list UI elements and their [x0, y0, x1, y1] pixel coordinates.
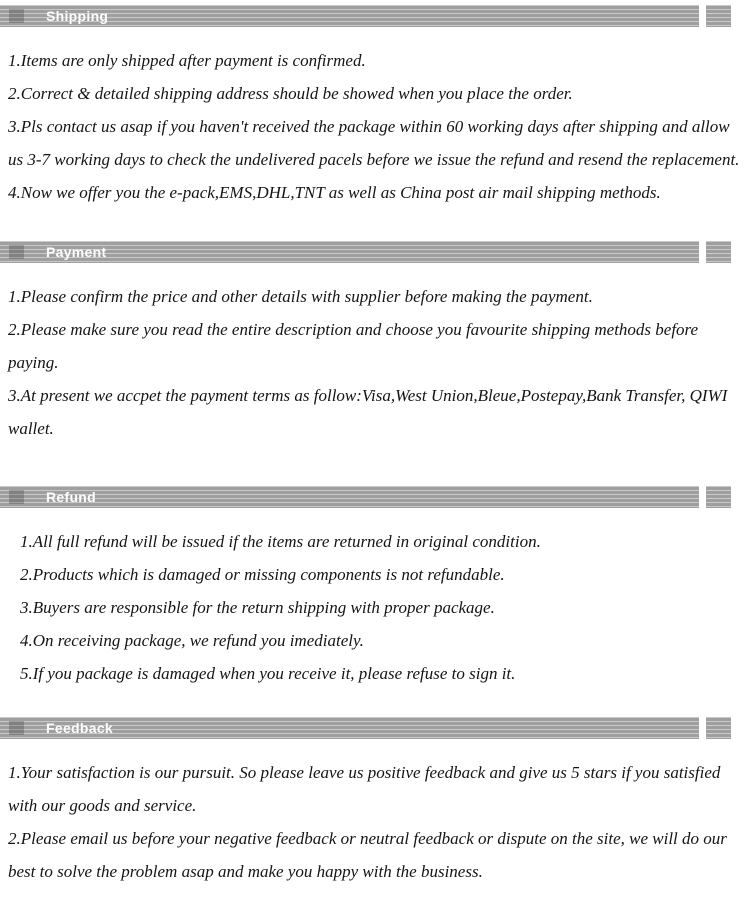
section-title-payment: Payment — [46, 244, 107, 260]
banner-accent-square — [9, 490, 24, 504]
policy-item: 3.Pls contact us asap if you haven't received the package within 60 working days after shipping and allow us 3-7 working days to check the undelivered pacels before we issue the refund and resend the replacement. — [8, 117, 740, 169]
policy-item: 2.Please email us before your negative feedback or neutral feedback or dispute on the site, we will do our best to solve the problem asap and make you happy with the business. — [8, 829, 727, 881]
policy-item: 1.Your satisfaction is our pursuit. So please leave us positive feedback and give us 5 stars if you satisfied with our goods and service. — [8, 763, 721, 815]
policy-item: 4.On receiving package, we refund you imediately. — [20, 631, 364, 650]
section-title-refund: Refund — [46, 489, 97, 505]
section-title-shipping: Shipping — [46, 8, 109, 24]
policy-item: 1.Items are only shipped after payment is confirmed. — [8, 51, 366, 70]
banner-stripe-main — [0, 241, 699, 263]
policy-item: 2.Correct & detailed shipping address should be showed when you place the order. — [8, 84, 573, 103]
shipping-header-banner — [0, 5, 731, 27]
section-feedback — [0, 717, 750, 888]
banner-stripe-main — [0, 486, 699, 508]
banner-stripe-tail — [706, 241, 731, 263]
policy-item: 2.Products which is damaged or missing components is not refundable. — [20, 565, 505, 584]
payment-policy-text — [0, 263, 750, 445]
feedback-header-banner — [0, 717, 731, 739]
payment-header-banner — [0, 241, 731, 263]
policy-item: 5.If you package is damaged when you receive it, please refuse to sign it. — [20, 664, 516, 683]
banner-accent-square — [9, 245, 24, 259]
banner-gap — [699, 717, 706, 739]
refund-header-banner — [0, 486, 731, 508]
section-payment — [0, 241, 750, 445]
banner-stripe-tail — [706, 717, 731, 739]
policy-item: 4.Now we offer you the e-pack,EMS,DHL,TNT as well as China post air mail shipping methods. — [8, 183, 661, 202]
policy-item: 3.Buyers are responsible for the return shipping with proper package. — [20, 598, 495, 617]
banner-gap — [699, 5, 706, 27]
policy-item: 1.Please confirm the price and other details with supplier before making the payment. — [8, 287, 593, 306]
section-refund — [0, 486, 750, 690]
banner-accent-square — [9, 9, 24, 23]
section-title-feedback: Feedback — [46, 720, 113, 736]
refund-policy-text — [0, 508, 750, 690]
policy-item: 2.Please make sure you read the entire description and choose you favourite shipping methods before paying. — [8, 320, 699, 372]
feedback-policy-text — [0, 739, 750, 888]
section-shipping — [0, 5, 750, 209]
banner-gap — [699, 486, 706, 508]
banner-stripe-main — [0, 717, 699, 739]
policy-item: 1.All full refund will be issued if the items are returned in original condition. — [20, 532, 541, 551]
banner-gap — [699, 241, 706, 263]
banner-stripe-tail — [706, 5, 731, 27]
banner-stripe-main — [0, 5, 699, 27]
policy-item: 3.At present we accpet the payment terms as follow:Visa,West Union,Bleue,Postepay,Bank Transfer, QIWI wallet. — [8, 386, 728, 438]
banner-accent-square — [9, 721, 24, 735]
shipping-policy-text — [0, 27, 750, 209]
banner-stripe-tail — [706, 486, 731, 508]
